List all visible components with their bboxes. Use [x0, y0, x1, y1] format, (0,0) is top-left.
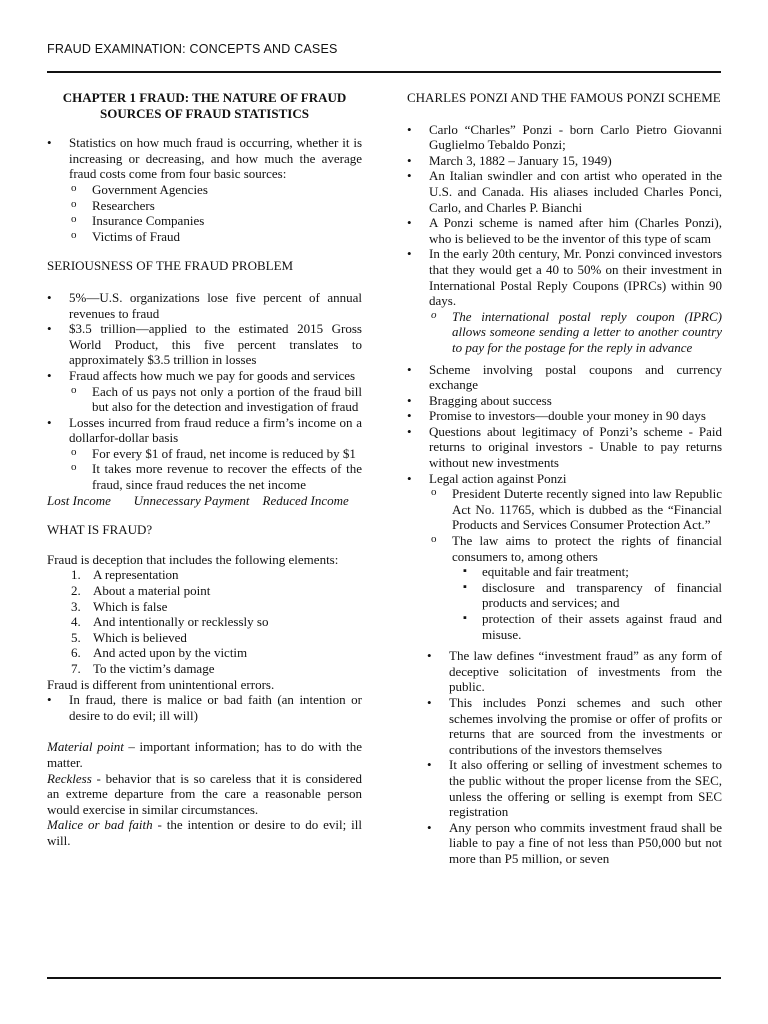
header-rule — [47, 71, 721, 73]
unintentional-errors-line: Fraud is different from unintentional errors. — [47, 676, 275, 692]
list-item: • 5%—U.S. organizations lose five percent of annual revenues to fraud — [47, 290, 362, 321]
legal-sublist — [407, 486, 722, 642]
what-is-fraud-heading: WHAT IS FRAUD? — [47, 522, 153, 538]
list-item: • In the early 20th century, Mr. Ponzi convinced investors that they would get a 40 to 50% on their investment in International Postal Reply Coupons (IPRCs) within 90 days. o The international postal reply coupon (IPRC) allows someone sending a letter to another country to pay for the postage for the reply in advance — [407, 246, 722, 355]
ponzi-heading: CHARLES PONZI AND THE FAMOUS PONZI SCHEME — [407, 90, 721, 105]
list-item: • Fraud affects how much we pay for goods and services o Each of us pays not only a portion of the fraud bill but also for the detection and investigation of fraud — [47, 368, 362, 415]
definition-material-point: Material point – important information; has to do with the matter. — [47, 739, 363, 770]
list-item: • Promise to investors—double your money in 90 days — [407, 408, 722, 424]
losses-sublist — [47, 446, 362, 493]
list-item: • An Italian swindler and con artist who operated in the U.S. and Canada. His aliases included Charles Ponci, Carlo, and Charles P. Bianchi — [407, 168, 722, 215]
list-item: o Each of us pays not only a portion of the fraud bill but also for the detection and investigation of fraud — [47, 384, 362, 415]
list-item: o Researchers — [47, 198, 362, 214]
list-item: o The international postal reply coupon (IPRC) allows someone sending a letter to another country to pay for the postage for the reply in advance — [407, 309, 722, 356]
list-item: o For every $1 of fraud, net income is reduced by $1 — [47, 446, 362, 462]
list-item: • In fraud, there is malice or bad faith (an intention or desire to do evil; ill will) — [47, 692, 362, 723]
law-list — [427, 648, 722, 866]
list-item: 6. And acted upon by the victim — [71, 645, 248, 661]
list-item: 2. About a material point — [71, 583, 211, 599]
running-header: FRAUD EXAMINATION: CONCEPTS AND CASES — [47, 42, 338, 56]
footer-rule — [47, 977, 721, 979]
list-item: • It also offering or selling of investment schemes to the public without the proper license from the SEC, unless the offering or selling is exempt from SEC registration — [427, 757, 722, 819]
malice-list — [47, 692, 362, 723]
iprc-sublist — [407, 309, 722, 356]
list-item: • March 3, 1882 – January 15, 1949) — [407, 153, 722, 169]
pay-sublist — [47, 384, 362, 415]
list-item: • Scheme involving postal coupons and currency exchange — [407, 362, 722, 393]
sources-list — [47, 135, 362, 244]
list-item: • Bragging about success — [407, 393, 722, 409]
list-item: o Government Agencies — [47, 182, 362, 198]
list-item: 7. To the victim’s damage — [71, 661, 215, 676]
income-line: Lost Income Unnecessary Payment Reduced Income — [47, 492, 349, 508]
fraud-definition: Fraud is deception that includes the following elements: — [47, 551, 339, 567]
list-item: • Statistics on how much fraud is occurring, whether it is increasing or decreasing, and how much the average fraud costs come from four basic sources: o Government Agencies o Researchers o Insurance Companies o Victims of Fraud — [47, 135, 362, 244]
list-item: o Victims of Fraud — [47, 229, 362, 245]
list-item: 3. Which is false — [71, 598, 168, 614]
list-item: • Losses incurred from fraud reduce a firm’s income on a dollarfor-dollar basis o For every $1 of fraud, net income is reduced by $1 o It takes more revenue to recover the effects of the fraud, since fraud reduces the net income — [47, 415, 362, 493]
list-item: 1. A representation — [71, 567, 179, 583]
list-item: ▪ protection of their assets against fraud and misuse. — [407, 611, 722, 642]
list-item: • Legal action against Ponzi o President Duterte recently signed into law Republic Act No. 11765, which is dubbed as the “Financial Products and Services Consumer Protection Act.” o The law aims to protect the rights of financial consumers to, among others ▪ equitable and fair treatment; ▪ disclosure and transparency of financial products and services; and ▪ protection of their assets against fraud and misuse. — [407, 471, 722, 643]
seriousness-heading: SERIOUSNESS OF THE FRAUD PROBLEM — [47, 258, 294, 274]
right-column — [407, 90, 722, 867]
list-item: • The law defines “investment fraud” as any form of deceptive solicitation of investments from the public. — [427, 648, 722, 695]
list-item: o President Duterte recently signed into law Republic Act No. 11765, which is dubbed as the “Financial Products and Services Consumer Protection Act.” — [407, 486, 722, 533]
ponzi-list-a — [407, 122, 722, 356]
list-item: 4. And intentionally or recklessly so — [71, 614, 269, 630]
rights-sublist — [407, 564, 722, 642]
list-item: • This includes Ponzi schemes and such other schemes involving the promise or offer of profits or returns that are sourced from the investments or contributions of the investors themselves — [427, 695, 722, 757]
seriousness-list — [47, 290, 362, 493]
ponzi-list-b — [407, 362, 722, 643]
definition-malice: Malice or bad faith - the intention or desire to do evil; ill will. — [47, 817, 362, 848]
list-item: o It takes more revenue to recover the effects of the fraud, since fraud reduces the net income — [47, 461, 362, 492]
elements-list — [47, 567, 362, 676]
list-item: ▪ disclosure and transparency of financial products and services; and — [407, 580, 722, 611]
sources-sublist — [47, 182, 362, 244]
list-item: • Carlo “Charles” Ponzi - born Carlo Pietro Giovanni Guglielmo Tebaldo Ponzi; — [407, 122, 722, 153]
left-column — [47, 90, 362, 849]
definition-reckless: Reckless - behavior that is so careless that it is considered an extreme departure from the care a reasonable person would exercise in similar circumstances. — [47, 770, 362, 817]
list-item: o The law aims to protect the rights of financial consumers to, among others ▪ equitable and fair treatment; ▪ disclosure and transparency of financial products and services; and ▪ protection of their assets against fraud and misuse. — [407, 533, 722, 642]
list-item: • Any person who commits investment fraud shall be liable to pay a fine of not less than P50,000 but not more than P5 million, or seven — [427, 820, 722, 867]
list-item: o Insurance Companies — [47, 213, 362, 229]
list-item: ▪ equitable and fair treatment; — [407, 564, 722, 580]
list-item: • $3.5 trillion—applied to the estimated 2015 Gross World Product, this five percent translates to approximately $3.5 trillion in losses — [47, 321, 362, 368]
chapter-title: CHAPTER 1 FRAUD: THE NATURE OF FRAUD SOURCES OF FRAUD STATISTICS — [62, 90, 347, 121]
list-item: 5. Which is believed — [71, 629, 187, 645]
list-item: • A Ponzi scheme is named after him (Charles Ponzi), who is believed to be the inventor of this type of scam — [407, 215, 722, 246]
list-item: • Questions about legitimacy of Ponzi’s scheme - Paid returns to original investors - Unable to pay returns without new investments — [407, 424, 722, 471]
